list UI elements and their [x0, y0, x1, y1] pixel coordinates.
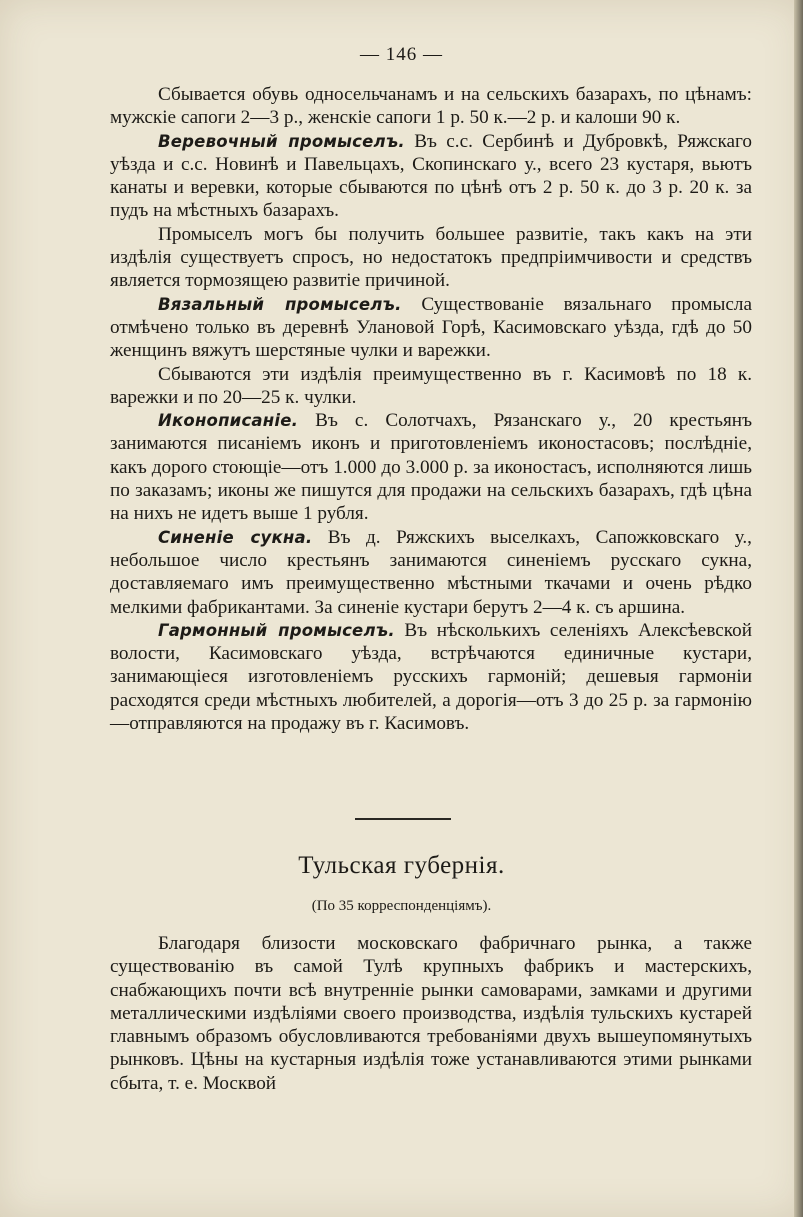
- paragraph-text: Въ нѣсколькихъ селеніяхъ Алексѣевской волости, Касимовскаго уѣзда, встрѣчаются единичные кустари, занимающіеся изготовленіемъ русскихъ гармоній; дешевыя гармоніи расходятся среди мѣстныхъ любителей, а дорогія—отъ 3 до 25 р. за гармонію—отправляются на продажу въ г. Касимовъ.: [110, 619, 752, 735]
- paragraph: [110, 293, 752, 363]
- paragraph: [110, 130, 752, 223]
- paragraph: [110, 223, 752, 293]
- paragraph: [110, 363, 752, 410]
- paragraph-text: Въ д. Ряжскихъ выселкахъ, Сапожковскаго у., небольшое число крестьянъ занимаются синеніемъ русскаго сукна, доставляемаго имъ преимущественно мѣстными ткачами и очень рѣдко мелкими фабрикантами. За синеніе кустари берутъ 2—4 к. съ аршина.: [110, 526, 752, 618]
- paragraph-text: Сбывается обувь односельчанамъ и на сельскихъ базарахъ, по цѣнамъ: мужскіе сапоги 2—3 р., женскіе сапоги 1 р. 50 к.—2 р. и калоши 90 к.: [110, 84, 752, 129]
- paragraph-text: Промыселъ могъ бы получить большее развитіе, такъ какъ на эти издѣлія существуетъ спросъ, но недостатокъ предпріимчивости и средствъ является тормозящею развитіе причиной.: [110, 223, 752, 292]
- rubric-heading: Веревочный промыселъ.: [158, 131, 405, 151]
- paragraph: [110, 83, 752, 130]
- paragraph-text: Въ с. Солотчахъ, Рязанскаго у., 20 крестьянъ занимаются писаніемъ иконъ и приготовленіемъ иконостасовъ; послѣдніе, какъ дорого стоющіе—отъ 1.000 до 3.000 р. за иконостасъ, исполняются лишь по заказамъ; иконы же пишутся для продажи на сельскихъ базарахъ, гдѣ цѣна на нихъ не идетъ выше 1 рубля.: [110, 410, 752, 525]
- page-number: — 146 —: [360, 44, 443, 65]
- paragraph-text: Въ с.с. Сербинѣ и Дубровкѣ, Ряжскаго уѣзда и с.с. Новинѣ и Павельцахъ, Скопинскаго у., всего 23 кустаря, вьютъ канаты и веревки, которые сбываются по цѣнѣ отъ 2 р. 50 к. до 3 р. 20 к. за пудъ на мѣстныхъ базарахъ.: [110, 130, 752, 222]
- page-edge: [794, 0, 803, 1217]
- section-subtitle: (По 35 корреспонденціямъ).: [311, 898, 492, 914]
- rubric-heading: Иконописаніе.: [158, 411, 299, 431]
- paragraph: [110, 409, 752, 525]
- paragraph: [110, 526, 752, 619]
- paragraph-text: Существованіе вязальнаго промысла отмѣчено только въ деревнѣ Улановой Горѣ, Касимовскаго уѣзда, гдѣ до 50 женщинъ вяжутъ шерстяные чулки и варежки.: [110, 293, 752, 362]
- paragraph: [110, 932, 752, 1095]
- rubric-heading: Синеніе сукна.: [158, 527, 313, 547]
- text-block-upper: [110, 83, 752, 735]
- rubric-heading: Гармонный промыселъ.: [158, 620, 395, 640]
- paragraph-text: Благодаря близости московскаго фабричнаго рынка, а также существованію въ самой Тулѣ крупныхъ фабрикъ и мастерскихъ, снабжающихъ почти всѣ внутренніе рынки самоварами, замками и другими металлическими издѣліями своего производства, издѣлія тульскихъ кустарей главнымъ образомъ обусловливаются требованіями двухъ вышеупомянутыхъ рынковъ. Цѣны на кустарныя издѣлія тоже устанавливаются этими рынками сбыта, т. е. Москвой: [110, 933, 752, 1094]
- section-title: Тульская губернія.: [298, 852, 505, 879]
- paragraph-text: Сбываются эти издѣлія преимущественно въ г. Касимовѣ по 18 к. варежки и по 20—25 к. чулки.: [110, 363, 752, 408]
- section-divider: [355, 818, 451, 820]
- rubric-heading: Вязальный промыселъ.: [158, 294, 402, 314]
- text-block-lower: [110, 932, 752, 1095]
- paragraph: [110, 619, 752, 735]
